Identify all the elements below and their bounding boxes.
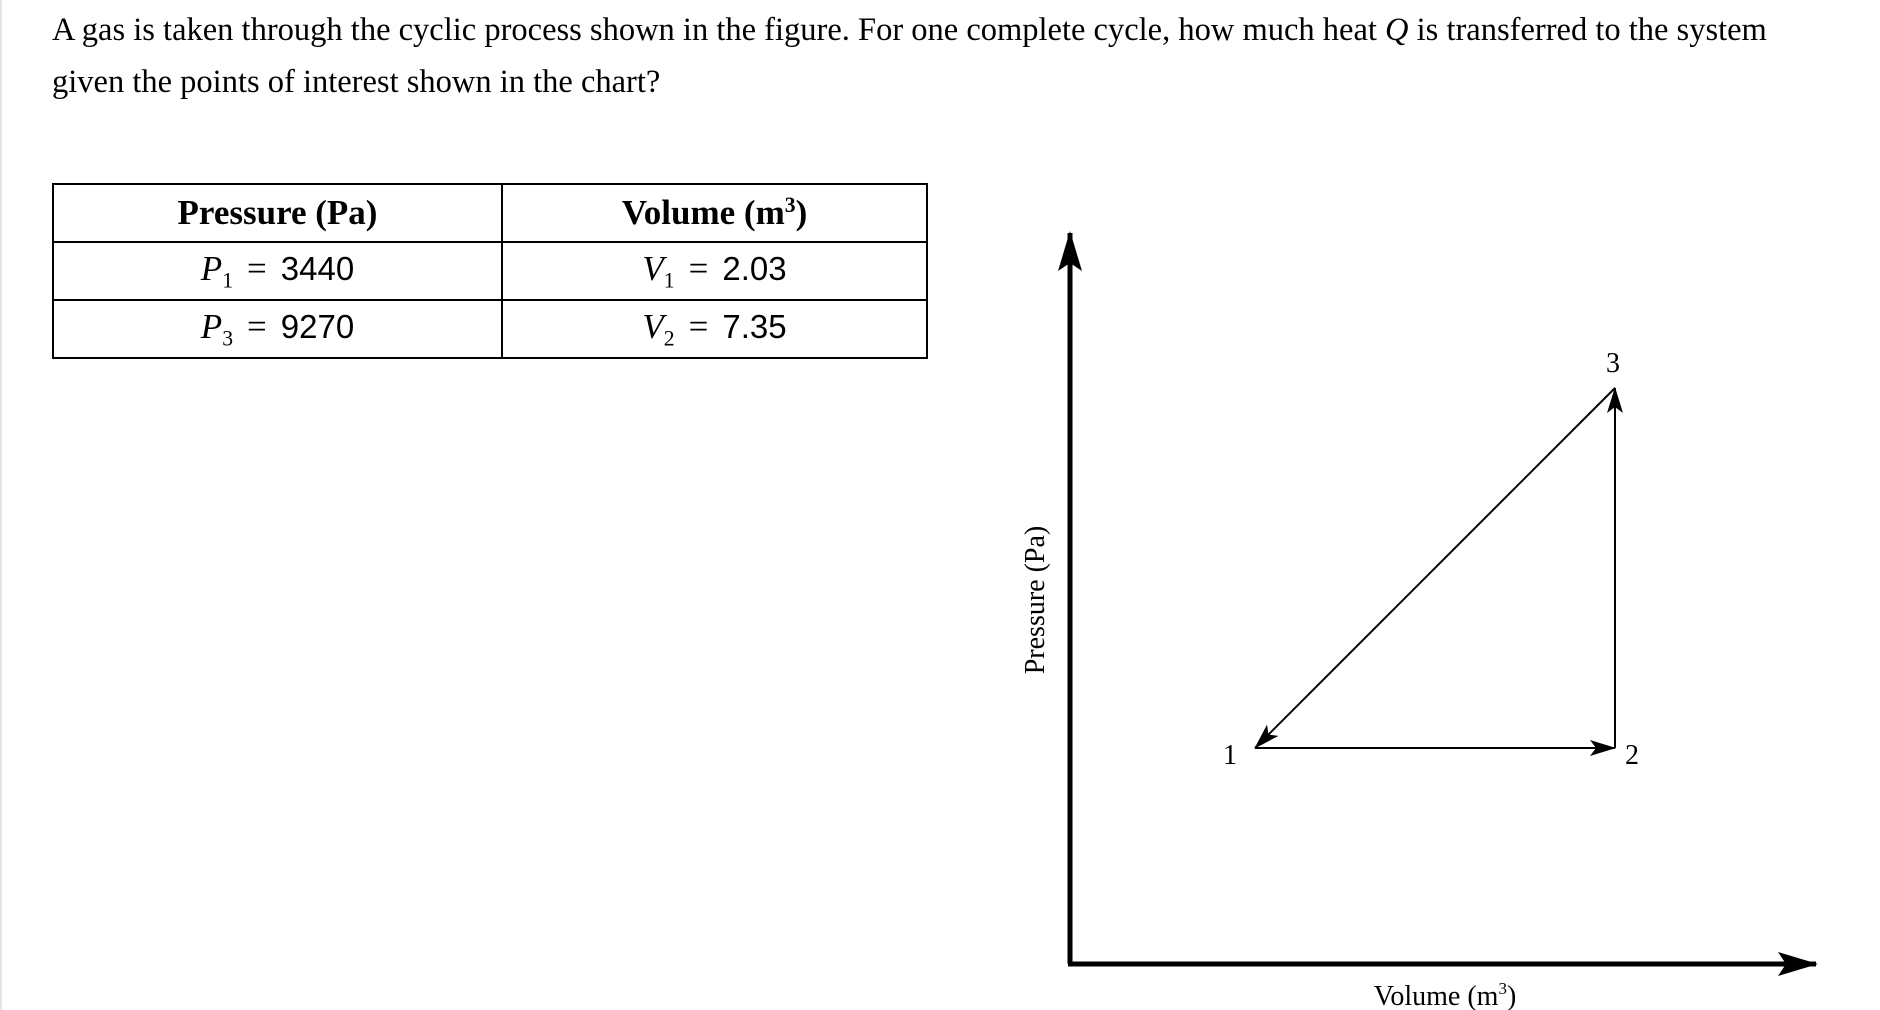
volume-subscript: 2 <box>663 326 675 351</box>
question-part-2: is transferred to the system given the points of interest shown in the chart? <box>52 12 1767 100</box>
x-axis-label-exponent: 3 <box>1498 979 1507 998</box>
volume-subscript: 1 <box>663 268 675 293</box>
volume-header-close: ) <box>795 193 808 232</box>
volume-header-exponent: 3 <box>784 193 796 218</box>
point-2-label: 2 <box>1625 740 1639 771</box>
question-part-1: A gas is taken through the cyclic process shown in the figure. For one complete cycle, how much heat <box>52 12 1386 48</box>
pressure-value: 9270 <box>280 307 355 345</box>
heat-symbol: Q <box>1385 12 1409 48</box>
pressure-header-label: Pressure (Pa) <box>177 193 378 232</box>
equals-sign: = <box>247 248 267 288</box>
pressure-variable: P <box>200 248 223 288</box>
x-axis-label-text: Volume (m <box>1373 981 1499 1010</box>
volume-value: 7.35 <box>722 307 787 345</box>
x-axis-label <box>1374 979 1517 1010</box>
equals-sign: = <box>247 306 267 346</box>
pressure-subscript: 1 <box>222 268 234 293</box>
y-axis-label: Pressure (Pa) <box>1020 525 1051 675</box>
volume-value: 2.03 <box>722 249 787 287</box>
volume-variable: V <box>642 306 664 346</box>
x-axis-label-close: ) <box>1506 981 1517 1010</box>
volume-header-label: Volume (m <box>621 193 785 232</box>
process-3-to-1 <box>1255 388 1615 748</box>
equals-sign: = <box>688 306 709 346</box>
pressure-variable: P <box>200 306 223 346</box>
volume-variable: V <box>642 248 664 288</box>
pressure-subscript: 3 <box>222 326 234 351</box>
pressure-value: 3440 <box>280 249 355 287</box>
point-1-label: 1 <box>1223 740 1237 771</box>
equals-sign: = <box>688 248 709 288</box>
point-3-label: 3 <box>1606 348 1620 379</box>
